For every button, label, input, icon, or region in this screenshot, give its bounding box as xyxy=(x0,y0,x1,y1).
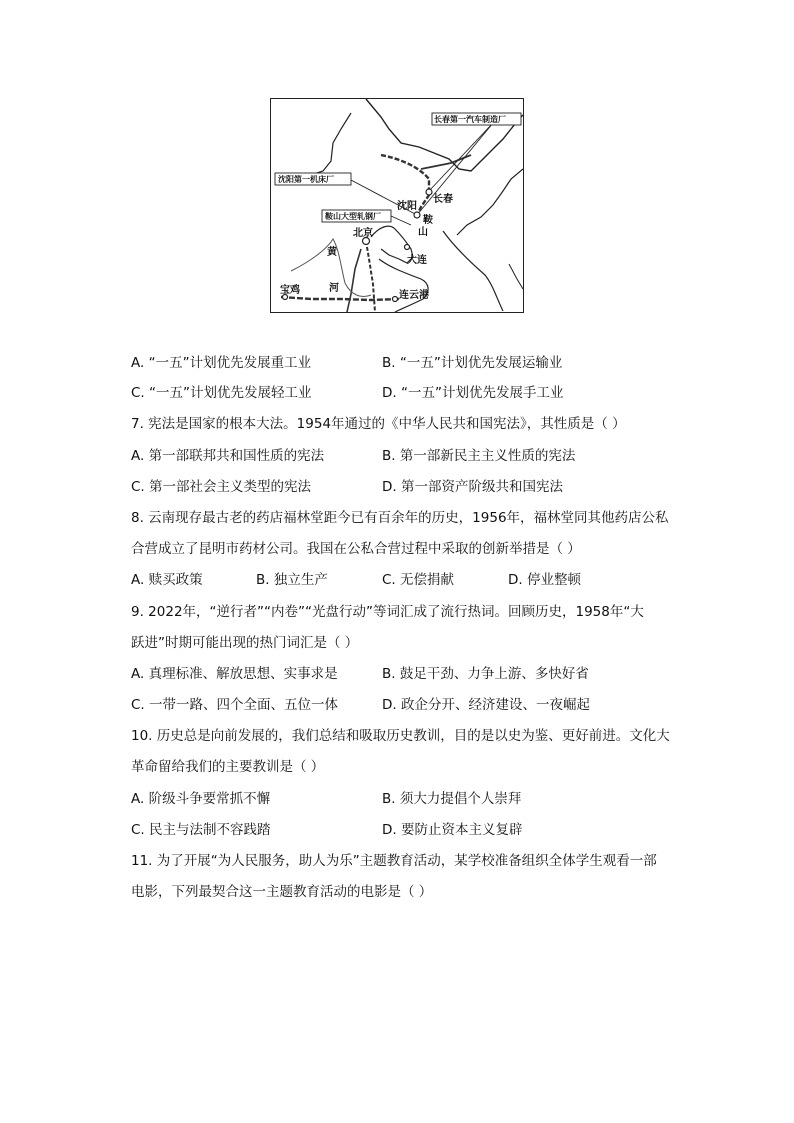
coast-korea xyxy=(443,231,503,311)
marker-lianyungang xyxy=(393,297,398,302)
label-lianyungang: 连云港 xyxy=(399,290,429,301)
q7-option-d: D. 第一部资产阶级共和国宪法 xyxy=(382,479,563,495)
q7-stem: 7. 宪法是国家的根本大法。1954年通过的《中华人民共和国宪法》，其性质是（ ） xyxy=(131,416,626,432)
q10-stem-line2: 革命留给我们的主要教训是（ ） xyxy=(131,759,325,775)
q6-option-a: A. “一五”计划优先发展重工业 xyxy=(131,355,312,371)
label-shenyang-factory: 沈阳第一机床厂 xyxy=(278,175,334,184)
q8-option-a: A. 赎买政策 xyxy=(131,572,203,588)
q10-option-d: D. 要防止资本主义复辟 xyxy=(382,822,523,838)
label-changchun: 长春 xyxy=(433,194,453,205)
q6-option-c: C. “一五”计划优先发展轻工业 xyxy=(131,385,312,401)
leader-anshan xyxy=(391,216,411,225)
q8-stem-line1: 8. 云南现存最古老的药店福林堂距今已有百余年的历史，1956年，福林堂同其他药店公私 xyxy=(131,510,669,526)
q11-stem-line1: 11. 为了开展“为人民服务，助人为乐”主题教育活动，某学校准备组织全体学生观看一部 xyxy=(131,853,657,869)
label-beijing: 北京 xyxy=(353,228,373,239)
q10-option-b: B. 须大力提倡个人崇拜 xyxy=(382,791,522,807)
label-shenyang: 沈阳 xyxy=(397,201,417,212)
coast-east xyxy=(509,264,523,289)
q9-option-c: C. 一带一路、四个全面、五位一体 xyxy=(131,697,339,713)
label-baoji: 宝鸡 xyxy=(280,285,300,296)
q10-option-a: A. 阶级斗争要常抓不懈 xyxy=(131,791,271,807)
rail-beijing-north xyxy=(366,241,375,312)
marker-dalian xyxy=(405,245,410,250)
q10-option-c: C. 民主与法制不容践踏 xyxy=(131,822,271,838)
q8-option-d: D. 停业整顿 xyxy=(508,572,581,588)
label-he: 河 xyxy=(329,283,339,294)
q9-stem-line1: 9. 2022年，“逆行者”“内卷”“光盘行动”等词汇成了流行热词。回顾历史，1958年“大 xyxy=(131,604,644,620)
map-figure xyxy=(270,98,524,313)
label-anshan-1: 鞍 xyxy=(423,215,433,226)
marker-changchun xyxy=(426,189,432,195)
marker-shenyang xyxy=(414,212,420,218)
q10-stem-line1: 10. 历史总是向前发展的，我们总结和吸取历史教训，目的是以史为鉴、更好前进。文化大 xyxy=(131,728,670,744)
border-northeast xyxy=(366,99,523,171)
q8-option-c: C. 无偿捐献 xyxy=(382,572,455,588)
q6-option-b: B. “一五”计划优先发展运输业 xyxy=(382,355,563,371)
rail-beijing-south xyxy=(347,249,361,312)
border-east xyxy=(457,169,523,235)
leader-changchun xyxy=(429,123,493,191)
q7-option-b: B. 第一部新民主主义性质的宪法 xyxy=(382,448,576,464)
label-anshan-factory: 鞍山大型轧钢厂 xyxy=(325,212,381,221)
coast-shandong xyxy=(379,259,428,312)
map-svg xyxy=(271,99,523,312)
q7-option-a: A. 第一部联邦共和国性质的宪法 xyxy=(131,448,325,464)
q9-stem-line2: 跃进”时期可能出现的热门词汇是（ ） xyxy=(131,635,359,651)
q8-option-b: B. 独立生产 xyxy=(256,572,328,588)
leader-changchun-2 xyxy=(417,123,493,215)
q8-stem-line2: 合营成立了昆明市药材公司。我国在公私合营过程中采取的创新举措是（ ） xyxy=(131,541,581,557)
label-huang: 黄 xyxy=(327,247,337,258)
q11-stem-line2: 电影，下列最契合这一主题教育活动的电影是（ ） xyxy=(131,884,433,900)
q9-option-b: B. 鼓足干劲、力争上游、多快好省 xyxy=(382,666,589,682)
label-changchun-factory: 长春第一汽车制造厂 xyxy=(434,115,506,124)
rail-longhai xyxy=(281,297,399,300)
q9-option-a: A. 真理标准、解放思想、实事求是 xyxy=(131,666,338,682)
label-dalian: 大连 xyxy=(407,255,427,266)
q6-option-d: D. “一五”计划优先发展手工业 xyxy=(382,385,564,401)
q9-option-d: D. 政企分开、经济建设、一夜崛起 xyxy=(382,697,590,713)
label-anshan-2: 山 xyxy=(418,227,428,238)
q7-option-c: C. 第一部社会主义类型的宪法 xyxy=(131,479,312,495)
